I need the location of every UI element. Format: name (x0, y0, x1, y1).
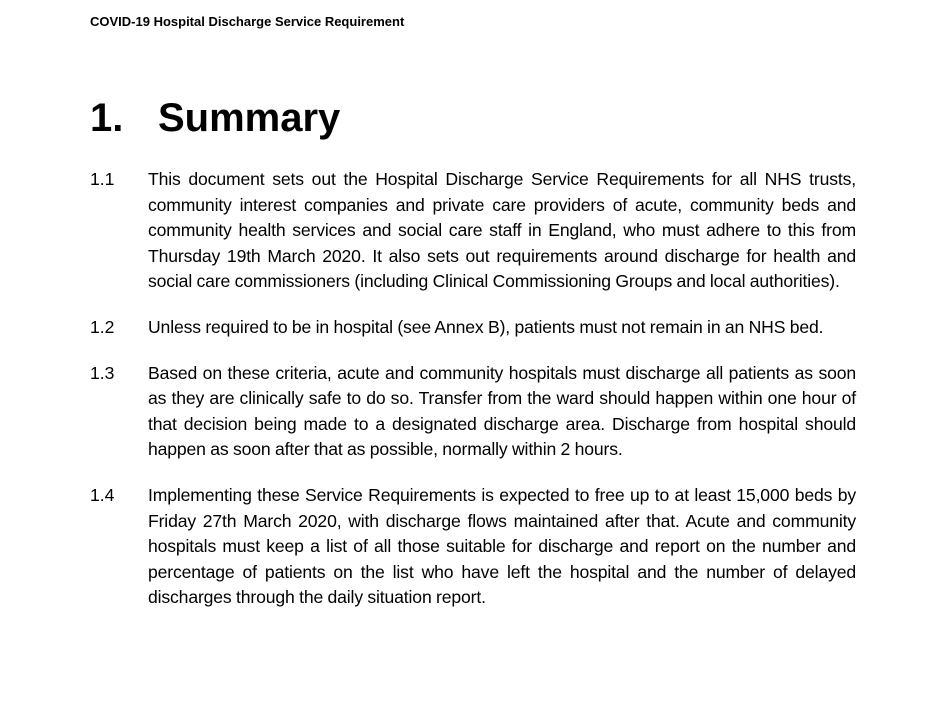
section-heading (90, 93, 340, 143)
paragraph-number: 1.2 (90, 316, 115, 337)
paragraph-text: Implementing these Service Requirements is expected to free up to at least 15,000 beds by Friday 27th March 2020, with discharge flows maintained after that. Acute and community hospitals must keep a list of all those suitable for discharge and report on the number and percentage of patients on the list who have left the hospital and the number of delayed discharges through the daily situation report. (148, 484, 856, 608)
paragraph-number: 1.1 (90, 169, 115, 189)
running-header: COVID-19 Hospital Discharge Service Requirement (90, 14, 405, 29)
paragraph-number: 1.4 (90, 484, 115, 505)
paragraph-1-2 (90, 315, 856, 341)
paragraph-1-4 (90, 483, 856, 611)
paragraph-text: This document sets out the Hospital Discharge Service Requirements for all NHS trusts, community interest companies and private care providers of acute, community beds and community health services and social care staff in England, who must adhere to this from Thursday 19th March 2020. It also sets out requirements around discharge for health and social care commissioners (including Clinical Commissioning Groups and local authorities). (148, 169, 856, 292)
section-number: 1. (90, 96, 124, 140)
paragraph-1-3 (90, 361, 856, 463)
section-title: Summary (158, 96, 341, 140)
paragraph-1-1 (90, 167, 856, 295)
paragraph-text: Unless required to be in hospital (see Annex B), patients must not remain in an NHS bed. (148, 316, 824, 337)
paragraph-number: 1.3 (90, 362, 115, 383)
paragraph-list (90, 167, 856, 631)
paragraph-text: Based on these criteria, acute and community hospitals must discharge all patients as soon as they are clinically safe to do so. Transfer from the ward should happen within one hour of that decision being made to a designated discharge area. Discharge from hospital should happen as soon after that as possible, normally within 2 hours. (148, 362, 856, 460)
